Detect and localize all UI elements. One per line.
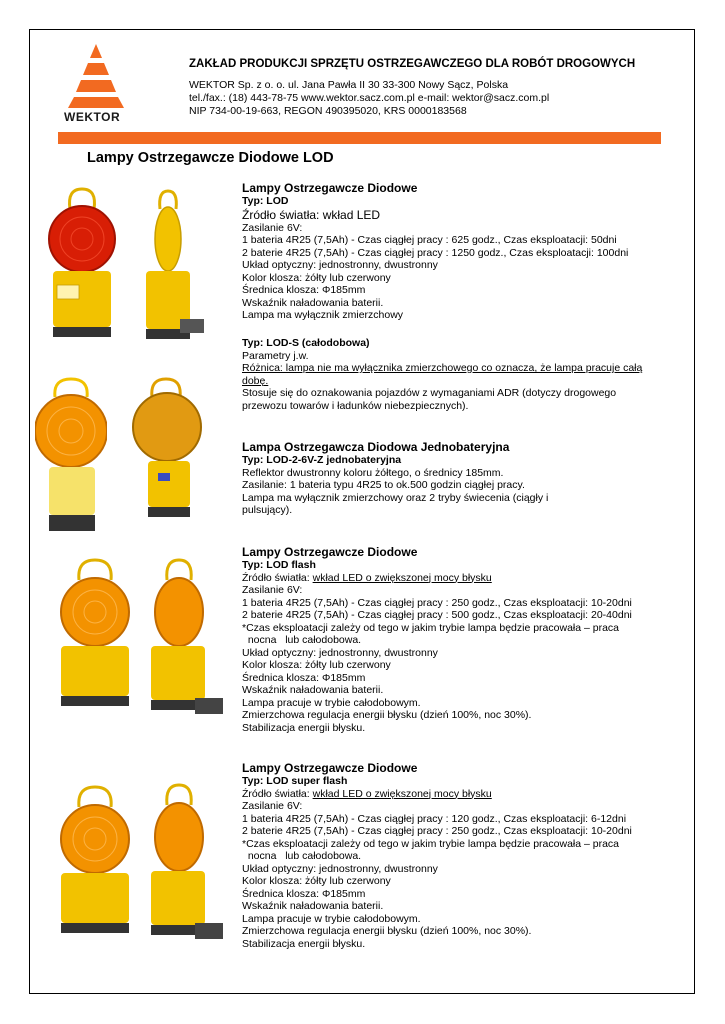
spec-line: Kolor klosza: żółty lub czerwony [242,271,391,284]
spec-line: 2 baterie 4R25 (7,5Ah) - Czas ciągłej pracy : 1250 godz., Czas eksploatacji: 100dni [242,246,629,259]
spec-line: 1 bateria 4R25 (7,5Ah) - Czas ciągłej pracy : 120 godz., Czas eksploatacji: 6-12dni [242,812,627,825]
type-label: Typ: LOD super flash [242,775,348,787]
spec-line: Kolor klosza: żółty lub czerwony [242,659,391,671]
spec-line: Zasilanie: 1 bateria typu 4R25 to ok.500 godzin ciągłej pracy. [242,479,525,491]
light-source-label: Źródło światła: [242,571,313,584]
spec-line: 1 bateria 4R25 (7,5Ah) - Czas ciągłej pracy : 250 godz., Czas eksploatacji: 10-20dni [242,596,632,609]
amber-lamp-back-image [130,375,204,523]
spec-line: Lampa pracuje w trybie całodobowym. [242,696,421,709]
section-title: Lampy Ostrzegawcze Diodowe [242,761,418,775]
spec-line: Zmierzchowa regulacja energii błysku (dzień 100%, noc 30%). [242,925,532,937]
spec-line: Stabilizacja energii błysku. [242,937,366,950]
light-source-value: wkład LED o zwiększonej mocy błysku [312,787,492,800]
spec-line: Wskaźnik naładowania baterii. [242,296,384,309]
spec-line: 1 bateria 4R25 (7,5Ah) - Czas ciągłej pracy : 625 godz., Czas eksploatacji: 50dni [242,234,617,246]
company-registration: NIP 734-00-19-663, REGON 490395020, KRS 0000183568 [189,105,467,117]
adr-note: Stosuje się do oznakowania pojazdów z wymaganiami ADR (dotyczy drogowego przewozu towarów i ładunków niebezpiecznych). [242,387,617,412]
spec-line: Kolor klosza: żółty lub czerwony [242,875,391,887]
type-label: Typ: LOD-2-6V-Z jednobateryjna [242,454,402,466]
section-title: Lampy Ostrzegawcze Diodowe [242,181,418,195]
spec-line: *Czas eksploatacji zależy od tego w jakim trybie lampa będzie pracowała – praca [242,837,620,850]
spec-line: Lampa pracuje w trybie całodobowym. [242,912,421,925]
spec-line: Układ optyczny: jednostronny, dwustronny [242,862,438,875]
section-lod-flash [242,545,682,734]
spec-line: Średnica klosza: Φ185mm [242,284,366,296]
type-label: Typ: LOD-S (całodobowa) [242,337,370,349]
spec-line: Reflektor dwustronny koloru żółtego, o średnicy 185mm. [242,466,504,479]
company-contact: tel./fax.: (18) 443-78-75 www.wektor.sacz.com.pl e-mail: wektor@sacz.com.pl [189,92,550,104]
section-lod-s [242,337,662,412]
spec-line: nocna lub całodobowa. [242,634,362,646]
spec-line: Lampa ma wyłącznik zmierzchowy oraz 2 tryby świecenia (ciągły i pulsujący). [242,491,549,516]
spec-line: Wskaźnik naładowania baterii. [242,684,384,696]
spec-line: Zasilanie 6V: [242,584,303,596]
spec-line: Układ optyczny: jednostronny, dwustronny [242,259,438,271]
spec-line: 2 baterie 4R25 (7,5Ah) - Czas ciągłej pracy : 250 godz., Czas eksploatacji: 10-20dni [242,825,632,837]
spec-line: Średnica klosza: Φ185mm [242,887,366,900]
company-address: WEKTOR Sp. z o. o. ul. Jana Pawła II 30 33-300 Nowy Sącz, Polska [189,79,509,91]
type-label: Typ: LOD flash [242,559,316,571]
spec-line: Wskaźnik naładowania baterii. [242,900,384,912]
page-title: Lampy Ostrzegawcze Diodowe LOD [87,150,334,166]
light-source [242,788,682,801]
header-divider [58,132,661,144]
company-name: ZAKŁAD PRODUKCJI SPRZĘTU OSTRZEGAWCZEGO DLA ROBÓT DROGOWYCH [189,58,636,70]
light-source-value: wkład LED o zwiększonej mocy błysku [312,571,492,584]
section-lod [242,181,682,322]
spec-line: Średnica klosza: Φ185mm [242,671,366,684]
spec-line: Zasilanie 6V: [242,800,303,812]
flash-lamp-side-image [145,558,227,718]
spec-line: Stabilizacja energii błysku. [242,721,366,734]
section-title: Lampy Ostrzegawcze Diodowe [242,545,418,559]
superflash-lamp-front-image [55,785,135,937]
section-lod-2 [242,440,572,517]
spec-line: Zasilanie 6V: [242,221,303,234]
flash-lamp-front-image [55,558,135,710]
orange-lamp-front-image [35,375,107,535]
logo-text: WEKTOR [64,110,121,124]
difference-note: Różnica: lampa nie ma wyłącznika zmierzchowego co oznacza, że lampa pracuje całą dobę. [242,362,643,387]
params-note: Parametry j.w. [242,349,309,362]
section-lod-super-flash [242,761,682,950]
light-source: Źródło światła: wkład LED [242,207,381,222]
yellow-lamp-side-image [140,189,208,345]
type-label: Typ: LOD [242,195,289,207]
spec-line: 2 baterie 4R25 (7,5Ah) - Czas ciągłej pracy : 500 godz., Czas eksploatacji: 20-40dni [242,609,632,621]
red-lamp-front-image [45,187,120,345]
superflash-lamp-side-image [145,783,227,943]
light-source [242,572,682,585]
spec-line: Zmierzchowa regulacja energii błysku (dzień 100%, noc 30%). [242,709,532,721]
spec-line: Układ optyczny: jednostronny, dwustronny [242,646,438,659]
spec-line: *Czas eksploatacji zależy od tego w jakim trybie lampa będzie pracowała – praca [242,621,620,634]
spec-line: nocna lub całodobowa. [242,850,362,862]
section-title: Lampa Ostrzegawcza Diodowa Jednobateryjna [242,440,510,454]
spec-line: Lampa ma wyłącznik zmierzchowy [242,309,404,321]
light-source-label: Źródło światła: [242,787,313,800]
